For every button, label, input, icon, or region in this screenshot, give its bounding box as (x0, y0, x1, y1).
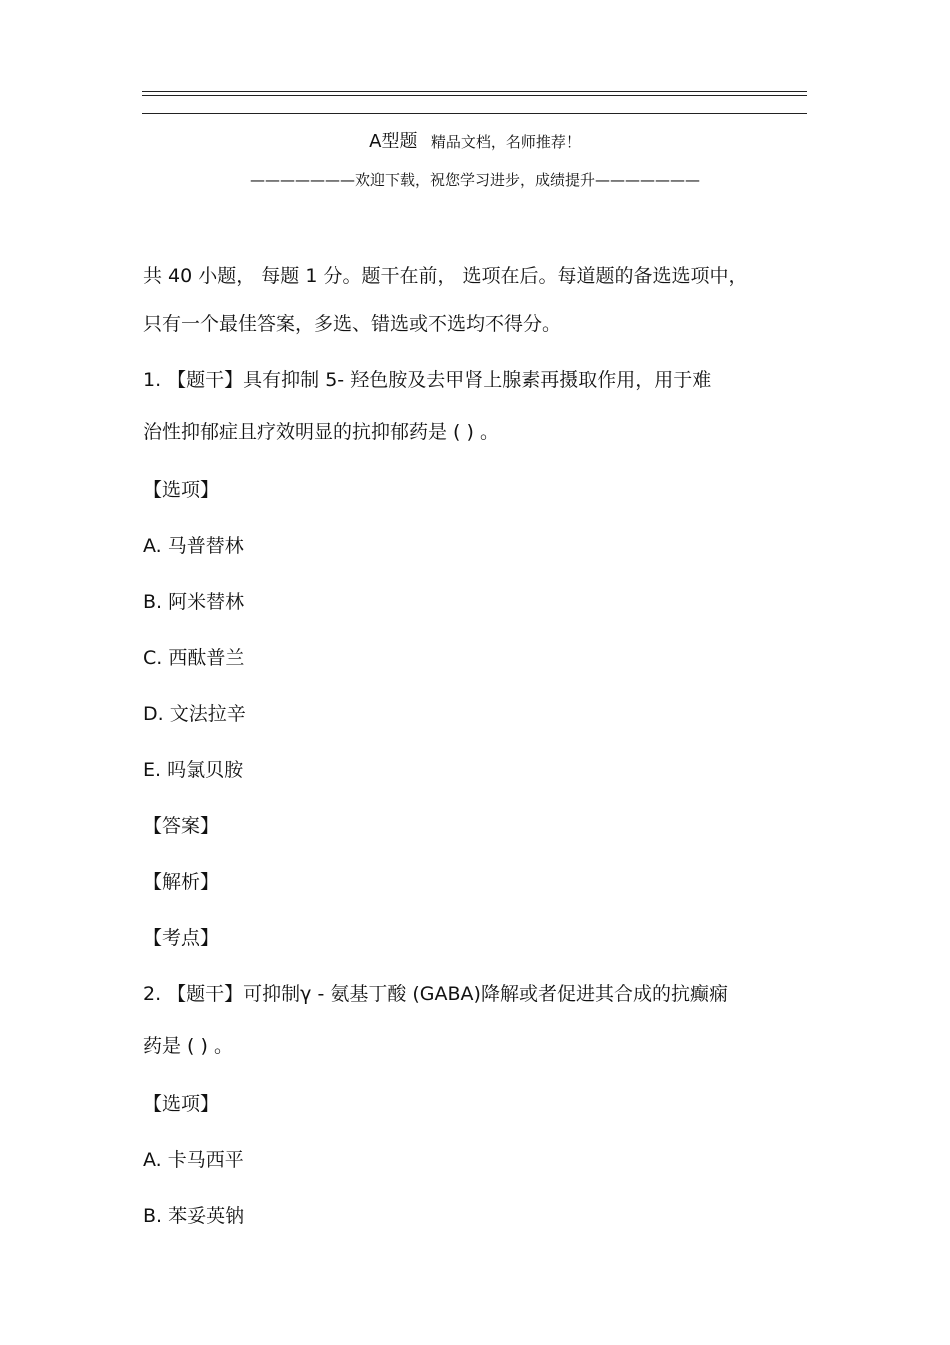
question-stem-line: 药是 ( ) 。 (143, 1035, 233, 1057)
options-label: 【选项】 (143, 479, 220, 501)
header-slogan: 精品文档，名师推荐！ (430, 133, 581, 151)
point-label: 【考点】 (143, 927, 220, 949)
header-title (0, 130, 950, 154)
option-a: A. 卡马西平 (143, 1149, 244, 1171)
intro-paragraph (143, 262, 793, 338)
intro-line: 共 40 小题， 每题 1 分。题干在前， 选项在后。每道题的备选选项中， (143, 265, 748, 287)
question-1 (143, 366, 793, 952)
question-stem-line: 治性抑郁症且疗效明显的抗抑郁药是 ( ) 。 (143, 421, 499, 443)
header-subtitle: ———————欢迎下载，祝您学习进步，成绩提升——————— (249, 171, 700, 189)
option-c: C. 西酞普兰 (143, 647, 245, 669)
intro-line: 只有一个最佳答案，多选、错选或不选均不得分。 (143, 313, 562, 335)
option-b: B. 阿米替林 (143, 591, 245, 613)
analysis-label: 【解析】 (143, 871, 220, 893)
question-stem-line: 1. 【题干】具有抑制 5- 羟色胺及去甲肾上腺素再摄取作用，用于难 (143, 369, 712, 391)
question-type-label: A型题 (369, 131, 418, 152)
question-2 (143, 980, 793, 1230)
option-d: D. 文法拉辛 (143, 703, 246, 725)
option-a: A. 马普替林 (143, 535, 244, 557)
question-stem-line: 2. 【题干】可抑制γ - 氨基丁酸 (GABA)降解或者促进其合成的抗癫痫 (143, 983, 728, 1005)
options-label: 【选项】 (143, 1093, 220, 1115)
header-rule-top-1 (142, 91, 807, 92)
option-e: E. 吗氯贝胺 (143, 759, 244, 781)
document-body (143, 262, 793, 1230)
header-rule-top-2 (142, 95, 807, 96)
answer-label: 【答案】 (143, 815, 220, 837)
header-rule-bottom (142, 113, 807, 114)
option-b: B. 苯妥英钠 (143, 1205, 245, 1227)
